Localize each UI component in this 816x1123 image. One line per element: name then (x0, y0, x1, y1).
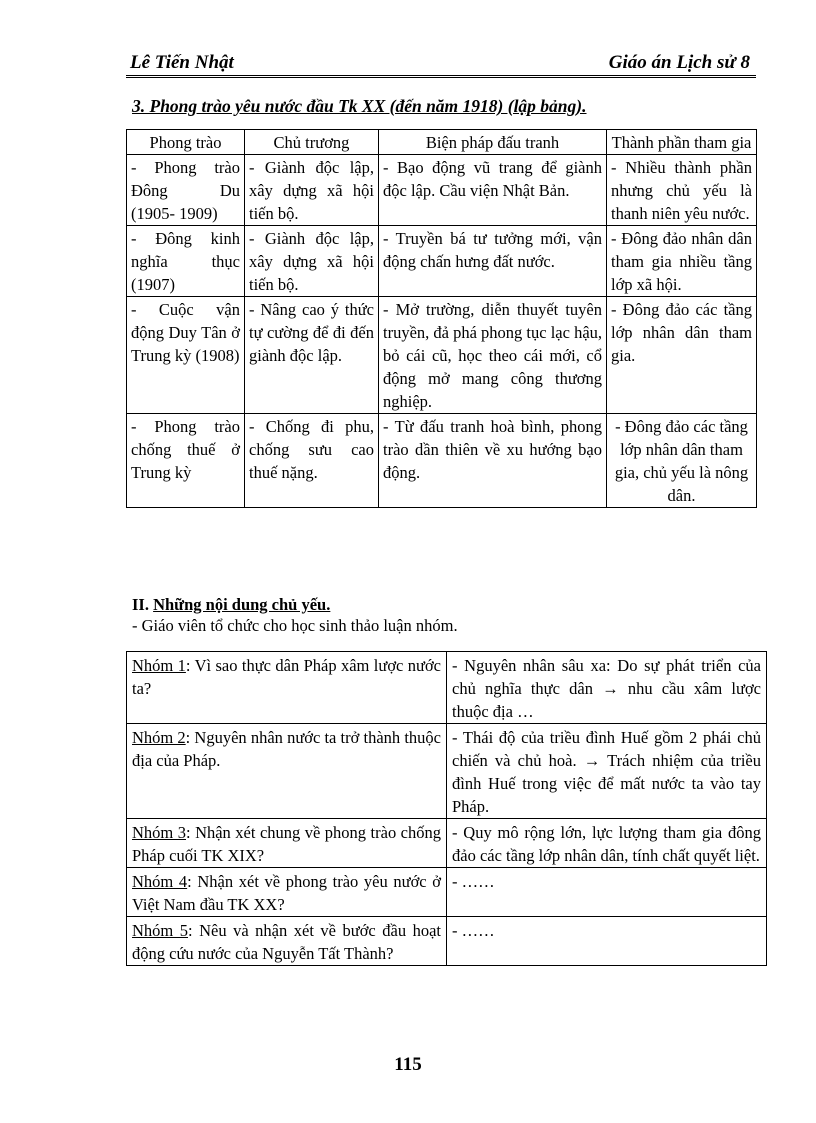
section-2-prefix: II. (132, 595, 149, 614)
teacher-note: - Giáo viên tổ chức cho học sinh thảo luận nhóm. (132, 616, 458, 635)
answer-cell: - Nguyên nhân sâu xa: Do sự phát triển của chủ nghĩa thực dân → nhu cầu xâm lược thuộc địa … (447, 652, 767, 724)
table-header-row (127, 130, 757, 155)
table-row (127, 297, 757, 414)
column-header: Thành phần tham gia (607, 130, 757, 155)
table-row (127, 226, 757, 297)
section-2-title: Những nội dung chủ yếu. (153, 595, 331, 614)
table-row (127, 917, 767, 966)
question-text: : Nguyên nhân nước ta trở thành thuộc địa của Pháp. (132, 728, 441, 770)
table-cell: - Đông đảo nhân dân tham gia nhiều tầng lớp xã hội. (607, 226, 757, 297)
group-label: Nhóm 1 (132, 656, 186, 675)
answer-cell: - …… (447, 868, 767, 917)
answer-cell: - …… (447, 917, 767, 966)
column-header: Phong trào (127, 130, 245, 155)
page-number: 115 (394, 1054, 422, 1075)
movements-table (126, 129, 757, 508)
question-text: : Nhận xét chung về phong trào chống Pháp cuối TK XIX? (132, 823, 442, 865)
section-3-title: 3. Phong trào yêu nước đầu Tk XX (đến năm 1918) (lập bảng). (132, 96, 587, 116)
table-cell: - Giành độc lập, xây dựng xã hội tiến bộ. (245, 155, 379, 226)
question-cell (127, 724, 447, 819)
table-row (127, 819, 767, 868)
column-header: Biện pháp đấu tranh (379, 130, 607, 155)
group-discussion-table (126, 651, 767, 966)
table-cell: - Đông đảo các tầng lớp nhân dân tham gia, chủ yếu là nông dân. (607, 414, 757, 508)
table-cell: - Truyền bá tư tưởng mới, vận động chấn hưng đất nước. (379, 226, 607, 297)
table-row (127, 414, 757, 508)
table-cell: - Phong trào Đông Du (1905- 1909) (127, 155, 245, 226)
table-row (127, 868, 767, 917)
table-cell: - Mở trường, diễn thuyết tuyên truyền, đả phá phong tục lạc hậu, bỏ cái cũ, học theo cái mới, cổ động mở mang công thương nghiệp. (379, 297, 607, 414)
header-author: Lê Tiến Nhật (130, 52, 234, 73)
question-text: : Nêu và nhận xét về bước đầu hoạt động cứu nước của Nguyễn Tất Thành? (132, 921, 441, 963)
table-row (127, 724, 767, 819)
table-cell: - Nâng cao ý thức tự cường để đi đến giành độc lập. (245, 297, 379, 414)
group-label: Nhóm 5 (132, 921, 189, 940)
table-cell: - Chống đi phu, chống sưu cao thuế nặng. (245, 414, 379, 508)
question-cell (127, 917, 447, 966)
header-book-title: Giáo án Lịch sử 8 (608, 52, 750, 73)
table-cell: - Nhiều thành phần nhưng chủ yếu là thanh niên yêu nước. (607, 155, 757, 226)
table-cell: - Đông kinh nghĩa thục (1907) (127, 226, 245, 297)
table-cell: - Đông đảo các tầng lớp nhân dân tham gia. (607, 297, 757, 414)
table-cell: - Phong trào chống thuế ở Trung kỳ (127, 414, 245, 508)
group-label: Nhóm 4 (132, 872, 188, 891)
question-cell (127, 652, 447, 724)
table-cell: - Cuộc vận động Duy Tân ở Trung kỳ (1908) (127, 297, 245, 414)
table-row (127, 155, 757, 226)
group-label: Nhóm 2 (132, 728, 186, 747)
group-label: Nhóm 3 (132, 823, 186, 842)
answer-cell: - Thái độ của triều đình Huế gồm 2 phái chủ chiến và chủ hoà. → Trách nhiệm của triều đình Huế trong việc để mất nước ta vào tay Pháp. (447, 724, 767, 819)
table-cell: - Giành độc lập, xây dựng xã hội tiến bộ. (245, 226, 379, 297)
question-text: : Nhận xét về phong trào yêu nước ở Việt Nam đầu TK XX? (132, 872, 441, 914)
page-header (126, 50, 756, 78)
header-rule (126, 75, 756, 78)
column-header: Chủ trương (245, 130, 379, 155)
answer-cell: - Quy mô rộng lớn, lực lượng tham gia đông đảo các tầng lớp nhân dân, tính chất quyết liệt. (447, 819, 767, 868)
table-cell: - Bạo động vũ trang để giành độc lập. Cầu viện Nhật Bản. (379, 155, 607, 226)
question-cell (127, 819, 447, 868)
question-text: : Vì sao thực dân Pháp xâm lược nước ta? (132, 656, 442, 698)
table-row (127, 652, 767, 724)
table-cell: - Từ đấu tranh hoà bình, phong trào dần thiên về xu hướng bạo động. (379, 414, 607, 508)
question-cell (127, 868, 447, 917)
section-2-heading (132, 595, 330, 615)
